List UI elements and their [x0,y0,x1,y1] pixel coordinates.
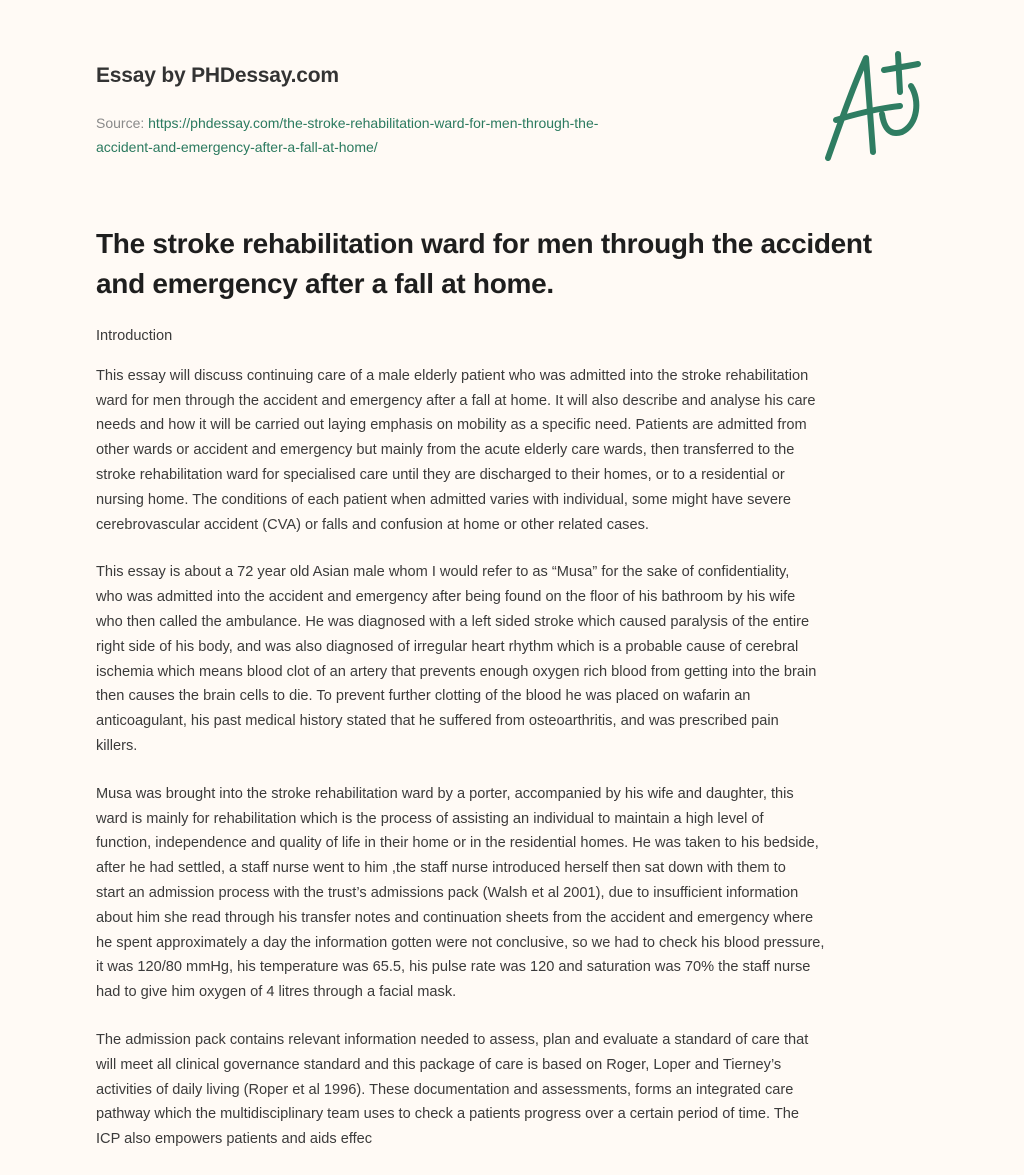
paragraph-line: Musa was brought into the stroke rehabilitation ward by a porter, accompanied by his wife and daughter, this [96,785,794,802]
paragraph-line: who then called the ambulance. He was diagnosed with a left sided stroke which caused paralysis of the entire [96,613,810,630]
paragraph-line: about him she read through his transfer notes and continuation sheets from the accident and emergency where [96,909,814,926]
site-brand: Essay by PHDessay.com [96,64,339,87]
paragraph-line: it was 120/80 mmHg, his temperature was 65.5, his pulse rate was 120 and saturation was 70% the staff nurse [96,959,811,976]
source-block [96,111,598,159]
paragraph-line: then causes the brain cells to die. To prevent further clotting of the blood he was placed on wafarin an [96,688,751,705]
paragraph-line: stroke rehabilitation ward for specialised care until they are discharged to their homes, or to a residential or [96,466,785,483]
essay-paragraph [96,782,956,1005]
paragraph-line: start an admission process with the trust’s admissions pack (Walsh et al 2001), due to insufficient information [96,884,799,901]
paragraph-line: ischemia which means blood clot of an artery that prevents enough oxygen rich blood from getting into the brain [96,663,817,680]
paragraph-line: killers. [96,737,138,754]
paragraph-line: This essay will discuss continuing care of a male elderly patient who was admitted into the stroke rehabilitation [96,367,809,384]
essay-paragraph [96,560,956,758]
paragraph-line: activities of daily living (Roper et al 1996). These documentation and assessments, forms an integrated care [96,1081,794,1098]
paragraph-line: cerebrovascular accident (CVA) or falls and confusion at home or other related cases. [96,516,649,533]
source-link[interactable]: https://phdessay.com/the-stroke-rehabilitation-ward-for-men-through-the- accident-and-emergency-after-a-fall-at-home/ [96,115,599,155]
essay-paragraph [96,1028,956,1152]
a-plus-logo-icon [818,44,933,169]
section-heading-introduction: Introduction [96,328,173,344]
paragraph-line: right side of his body, and was also diagnosed of irregular heart rhythm which is a probable cause of cerebral [96,638,799,655]
paragraph-line: function, independence and quality of life in their home or in the residential homes. He was taken to his bedside, [96,835,819,852]
source-label: Source: [96,115,149,131]
paragraph-line: other wards or accident and emergency but mainly from the acute elderly care wards, then transferred to the [96,442,795,459]
paragraph-line: The admission pack contains relevant information needed to assess, plan and evaluate a standard of care that [96,1031,809,1048]
paragraph-line: had to give him oxygen of 4 litres through a facial mask. [96,984,457,1001]
paragraph-line: ward is mainly for rehabilitation which is the process of assisting an individual to maintain a high level of [96,810,764,827]
paragraph-line: needs and how it will be carried out laying emphasis on mobility as a specific need. Patients are admitted from [96,417,807,434]
essay-title: The stroke rehabilitation ward for men through the accident and emergency after a fall at home. [96,228,872,299]
paragraph-line: This essay is about a 72 year old Asian male whom I would refer to as “Musa” for the sake of confidentiality, [96,564,790,581]
essay-body [96,324,956,1175]
paragraph-line: who was admitted into the accident and emergency after being found on the floor of his bathroom by his wife [96,589,796,606]
paragraph-line: anticoagulant, his past medical history stated that he suffered from osteoarthritis, and was prescribed pain [96,713,779,730]
paragraph-line: pathway which the multidisciplinary team uses to check a patients progress over a certain period of time. The [96,1106,800,1123]
paragraph-line: after he had settled, a staff nurse went to him ,the staff nurse introduced herself then sat down with them to [96,860,786,877]
paragraph-line: will meet all clinical governance standard and this package of care is based on Roger, Loper and Tierney’s [96,1056,782,1073]
paragraph-line: ICP also empowers patients and aids effec [96,1131,373,1148]
essay-paragraph [96,364,956,538]
paragraph-line: ward for men through the accident and emergency after a fall at home. It will also describe and analyse his care [96,392,816,409]
paragraph-line: nursing home. The conditions of each patient when admitted varies with individual, some might have severe [96,491,791,508]
paragraph-line: he spent approximately a day the information gotten were not conclusive, so we had to check his blood pressure, [96,934,825,951]
